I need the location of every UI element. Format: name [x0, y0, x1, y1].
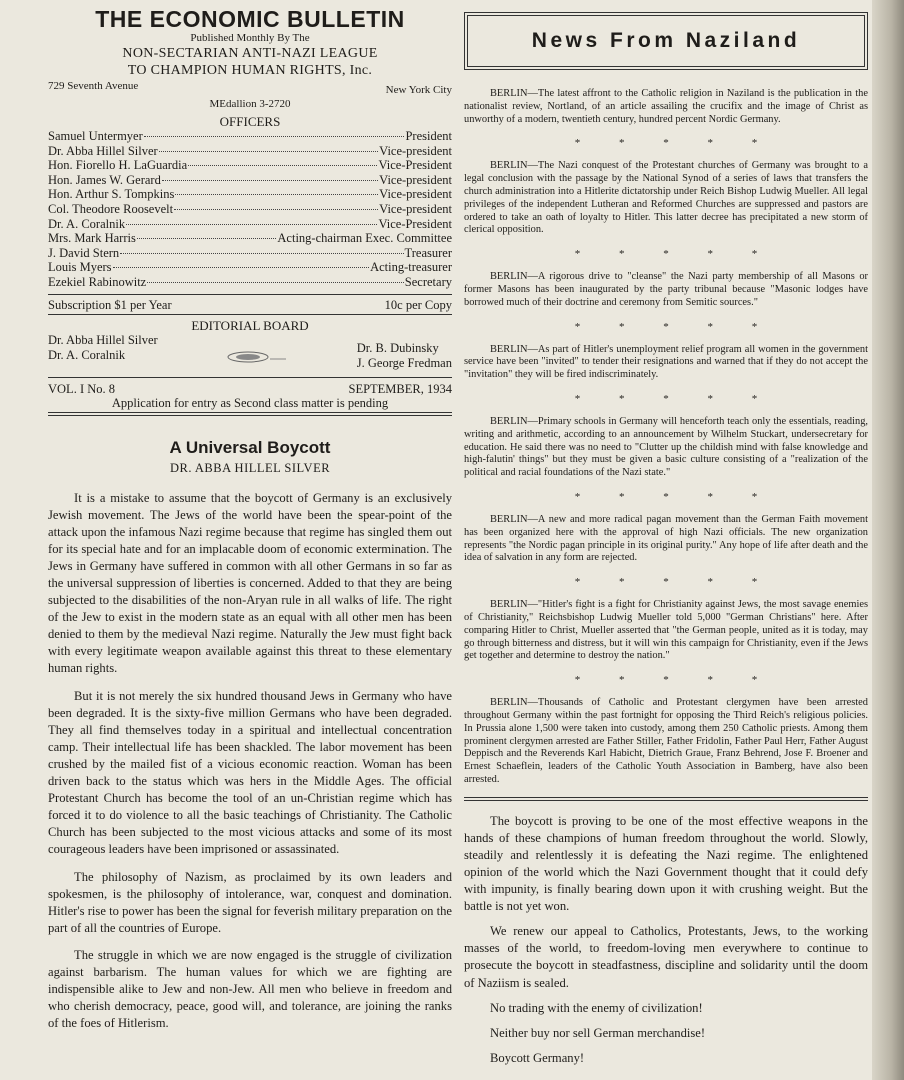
news-item: BERLIN—As part of Hitler's unemployment relief program all women in the government service have been "invited" to tender their resignations and warned that if they do not accept the "invitation" they will be fired indiscriminately. — [464, 343, 868, 381]
star-separator: * * * * * — [574, 248, 776, 261]
leader-dots — [113, 267, 370, 268]
editorial-right — [357, 341, 452, 371]
divider — [48, 377, 452, 378]
officer-title: Acting-treasurer — [370, 260, 452, 275]
leader-dots — [137, 238, 277, 239]
star-separator: * * * * * — [574, 137, 776, 150]
star-separator: * * * * * — [574, 576, 776, 589]
officer-row — [48, 129, 452, 144]
editor-name: Dr. A. Coralnik — [48, 347, 126, 362]
officer-title: Acting-chairman Exec. Committee — [277, 231, 452, 246]
article-paragraph: It is a mistake to assume that the boycott of Germany is an exclusively Jewish movement. The Jews of the world have been the spear-point of the attack upon the infamous Nazi regime because that regime has singled them out for its special hate and for an implacable doom of economic extermination. The Jews in Germany have suffered in common with all other Germans in so far as the universal suppression of liberties is concerned. Added to that they are being subjected to the disabilities of the non-Aryan rule in all walks of life. The right of the Jew to exist in the modern state as an equal with all other men has been denied to them by the medieval Nazi regime. Naturally the Jew must fight back with every legitimate weapon available against this threat to these elementary human rights. — [48, 490, 452, 676]
editorial-heading: EDITORIAL BOARD — [191, 317, 309, 333]
star-separator: * * * * * — [574, 392, 776, 405]
officer-name: Col. Theodore Roosevelt — [48, 201, 174, 216]
officer-name: Hon. Fiorello H. LaGuardia — [48, 158, 188, 173]
officer-name: Hon. Arthur S. Tompkins — [48, 187, 175, 202]
editor-name: Dr. Abba Hillel Silver — [48, 332, 158, 347]
officer-row — [48, 187, 452, 202]
officer-row — [48, 144, 452, 159]
news-item: BERLIN—A new and more radical pagan movement than the German Faith movement has been organized here with the approval of high Nazi officials. The new organization represents "the Nordic pagan principle in its original purity." Any hope of life after death and the idea of salvation in any form are rejected. — [464, 513, 868, 564]
issue-row — [48, 382, 452, 396]
news-item: BERLIN—"Hitler's fight is a fight for Christianity against Jews, the most savage enemies of Christianity," Reichsbishop Ludwig Mueller told 5,000 "German Christians" here. After comparing Hitler to Christ, Mueller asserted that "the German people, united as it is today, may go through bitterness and distress, but it will win this campaign for Christianity, even if the Jews get together and determine to destroy the nation." — [464, 599, 868, 662]
officer-name: Ezekiel Rabinowitz — [48, 274, 147, 289]
article-paragraph: The struggle in which we are now engaged is the struggle of civilization against barbarism. The human values for which we are fighting are indispensible alike to Jew and non-Jew. All men who believe in freedom and who cherish democracy, peace, good will, and tolerance, are joining the ranks of the foes of Hitlerism. — [48, 947, 452, 1031]
league-name-line2: TO CHAMPION HUMAN RIGHTS, Inc. — [127, 63, 373, 78]
officer-title: Vice-President — [378, 158, 452, 173]
leader-dots — [147, 282, 404, 283]
mail-entry-notice: Application for entry as Second class matter is pending — [111, 395, 389, 410]
copy-price: 10c per Copy — [384, 297, 452, 312]
double-rule — [48, 412, 452, 416]
officer-row — [48, 231, 452, 246]
continuation-paragraph: The boycott is proving to be one of the most effective weapons in the hands of these champions of human freedom throughout the world. Slowly, steadily and relentlessly it is defeating the Nazi regime. The enlightened opinion of the world which the Nazi Government thought that it could defy with impunity, is finally bearing down upon it with crushing weight. But the battle is not yet won. — [464, 813, 868, 914]
article-title: A Universal Boycott — [169, 437, 331, 457]
officer-title: Vice-President — [378, 216, 452, 231]
news-item: BERLIN—A rigorous drive to "cleanse" the Nazi party membership of all Masons or former Masons has been inaugurated by the party tribunal because "Masonic lodges have borrowed much of their doctrine and ceremony from Semitic sources." — [464, 271, 868, 308]
officer-title: Vice-president — [379, 201, 452, 216]
officer-title: Secretary — [404, 274, 452, 289]
article-paragraph: But it is not merely the six hundred thousand Jews in Germany who have been degraded. It is the sixty-five million Germans who have been degraded. They all find themselves today in a spiritual and intellectual concentration camp. Their intellectual life has been shackled. The labor movement has been crushed by the mailed fist of a vicious economic reaction. Woman has been driven back to the status which was hers in the Middle Ages. The official Protestant Church has become the tool of an un-Christian regime which has forced it to do violence to all the basic teachings of Christianity. The Catholic Church has been subjected to the most vicious attacks and some of its most courageous leaders have been imprisoned or assassinated. — [48, 688, 452, 857]
officer-name: Louis Myers — [48, 260, 112, 275]
published-by: Published Monthly By The — [190, 32, 310, 44]
officer-row — [48, 173, 452, 188]
news-heading-box — [464, 12, 868, 70]
star-separator: * * * * * — [574, 490, 776, 503]
news-list — [464, 88, 868, 787]
divider — [48, 314, 452, 315]
slogan: Neither buy nor sell German merchandise! — [490, 1025, 706, 1040]
article-paragraph: The philosophy of Nazism, as proclaimed by its own leaders and spokesmen, is the philosophy of intolerance, war, conquest and domination. Hitler's rise to power has been the signal for feverish military preparation on the part of all the countries of Europe. — [48, 869, 452, 935]
article-body — [48, 490, 452, 1033]
news-item: BERLIN—Primary schools in Germany will henceforth teach only the essentials, reading, writing and arithmetic, according to an announcement by Wilhelm Stuckart, undersecretary for education. He said there was no need to "Clutter up the childish mind with false knowledge and high-falutin' things" but they must be given a basic culture consisting of a "realization of the political and racial foundations of the Nazi state." — [464, 415, 868, 479]
editor-name: J. George Fredman — [356, 355, 452, 370]
slogan: Boycott Germany! — [490, 1050, 585, 1065]
editorial-board — [48, 333, 452, 371]
leader-dots — [174, 209, 378, 210]
subscription-price: Subscription $1 per Year — [48, 297, 172, 312]
subscription-row — [48, 295, 452, 314]
league-name-line1: NON-SECTARIAN ANTI-NAZI LEAGUE — [122, 46, 378, 61]
officer-row — [48, 158, 452, 173]
officer-name: Samuel Untermyer — [48, 129, 143, 143]
officer-title: President — [405, 129, 452, 143]
star-separator: * * * * * — [574, 674, 776, 687]
officer-row — [48, 246, 452, 261]
editor-name: Dr. B. Dubinsky — [356, 340, 439, 355]
editorial-left — [48, 333, 158, 371]
double-rule — [464, 797, 868, 801]
leader-dots — [144, 136, 405, 137]
masthead-title: THE ECONOMIC BULLETIN — [95, 6, 405, 32]
star-separator: * * * * * — [574, 320, 776, 333]
left-column — [48, 0, 452, 1032]
volume-number: VOL. I No. 8 — [48, 381, 116, 396]
leader-dots — [159, 151, 378, 152]
leader-dots — [126, 224, 377, 225]
issue-date: SEPTEMBER, 1934 — [348, 381, 452, 396]
officer-title: Vice-president — [379, 172, 452, 187]
continuation — [464, 813, 868, 1067]
leader-dots — [120, 253, 403, 254]
news-item: BERLIN—The Nazi conquest of the Protestant churches of Germany was brought to a legal conclusion with the passage by the National Synod of a series of laws that transfers the church administration into a Hitlerite dictatorship under Reich Bishop Ludwig Mueller. All legal privileges of the independent Lutheran and Reformed Churches are suppressed and pastors are ordered to take an oath of loyalty to Hitler. This latter decree has precipitated a new storm of clerical opposition. — [464, 160, 868, 236]
officer-title: Vice-president — [379, 187, 452, 202]
page-edge-shadow — [872, 0, 904, 1080]
officer-row — [48, 217, 452, 232]
officer-name: Dr. Abba Hillel Silver — [48, 143, 158, 158]
continuation-paragraph: We renew our appeal to Catholics, Protestants, Jews, to the working masses of the world, to freedom-loving men everywhere to continue to prosecute the boycott in steadfastness, discipline and solidarity until the doom of Naziism is sealed. — [464, 924, 868, 990]
news-item: BERLIN—Thousands of Catholic and Protestant clergymen have been arrested throughout Germany within the past fortnight for opposing the Third Reich's religious policies. In Prussia alone 1,500 were taken into custody, among them 250 Catholic priests. Among them prominent clergymen arrested are Father Stiller, Father Fridolin, Father Paul Herr, Father August Deppisch and the Reverends Karl Habicht, Dietrich Graue, Franz Behrend, Jose F. Broener and Ernest Schaeflein, leaders of the Catholic Youth Association in Bamberg, have also been arrested. — [464, 697, 868, 785]
officer-row — [48, 202, 452, 217]
phone-number: MEdallion 3-2720 — [209, 98, 291, 110]
street-address: 729 Seventh Avenue — [48, 80, 139, 92]
news-item: BERLIN—The latest affront to the Catholic religion in Naziland is the publication in the nationalist review, Nortland, of an article assailing the crucifix and the image of Christ as unworthy of a modern, twentieth century, hundred percent Nordic Germany. — [464, 88, 868, 125]
officer-title: Vice-president — [379, 143, 452, 158]
address-row — [48, 80, 452, 96]
officers-heading: OFFICERS — [219, 114, 281, 129]
officers-list — [48, 129, 452, 290]
officer-name: Dr. A. Coralnik — [48, 216, 126, 231]
right-column — [464, 0, 868, 1067]
officer-name: Mrs. Mark Harris — [48, 231, 136, 246]
leader-dots — [162, 180, 378, 181]
slogan: No trading with the enemy of civilization! — [490, 1000, 703, 1015]
leader-dots — [175, 194, 378, 195]
officer-name: Hon. James W. Gerard — [48, 172, 161, 187]
officer-name: J. David Stern — [48, 245, 120, 260]
ornament-seal — [226, 350, 288, 369]
city: New York City — [385, 84, 452, 96]
news-heading: News From Naziland — [467, 15, 865, 67]
article-byline: DR. ABBA HILLEL SILVER — [169, 460, 331, 475]
officer-row — [48, 260, 452, 275]
officer-row — [48, 275, 452, 290]
leader-dots — [188, 165, 377, 166]
officer-title: Treasurer — [404, 245, 452, 260]
